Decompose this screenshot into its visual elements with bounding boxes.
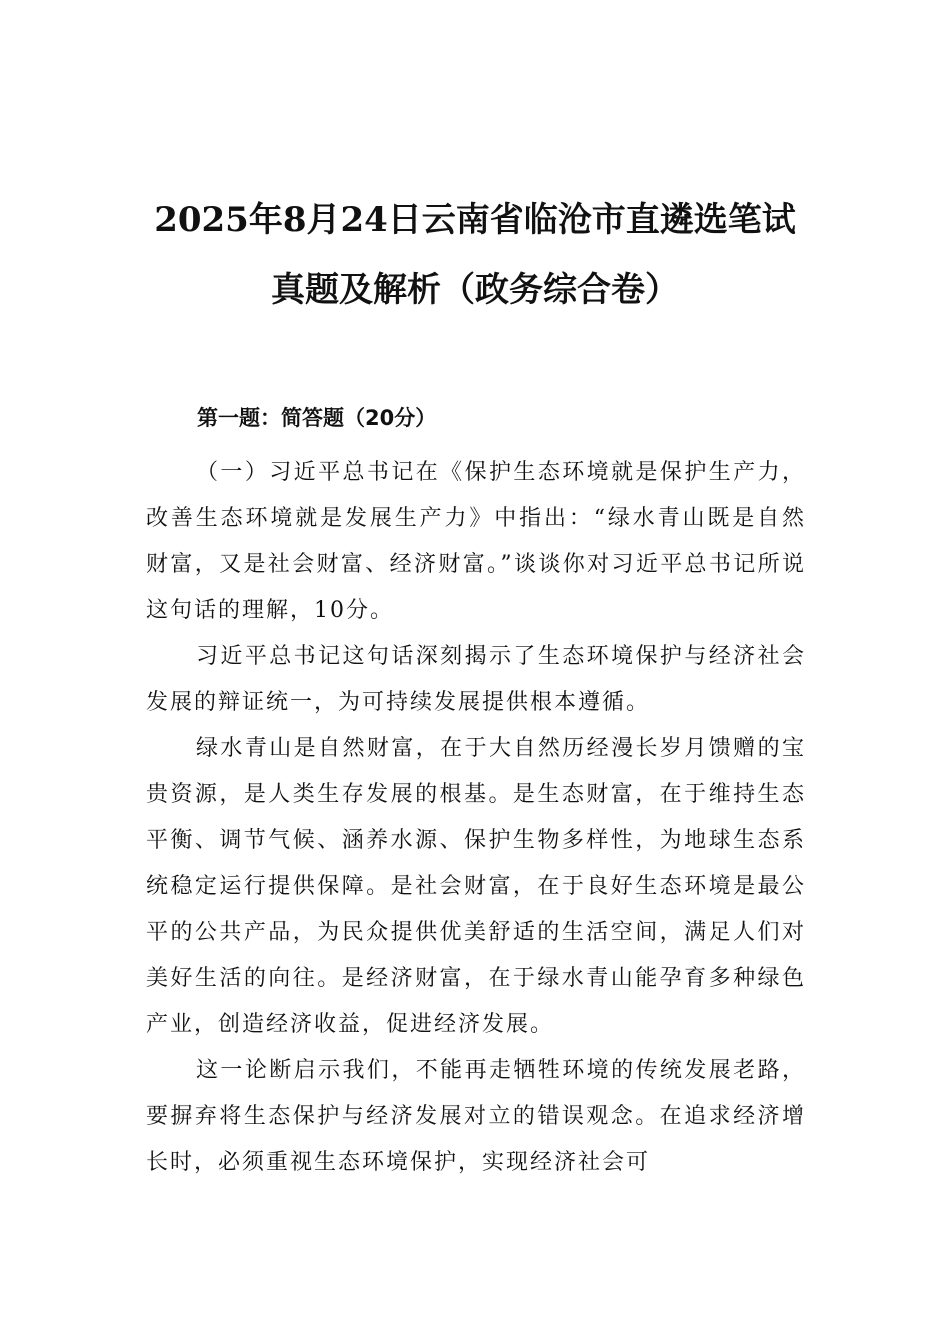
document-title-line-2: 真题及解析（政务综合卷） [271,270,679,310]
document-title-line-1: 2025年8月24日云南省临沧市直遴选笔试 [154,200,796,240]
paragraph-answer-implication: 这一论断启示我们，不能再走牺牲环境的传统发展老路，要摒弃将生态保护与经济发展对立的错误观念。在追求经济增长时，必须重视生态环境保护，实现经济社会可 [146,1058,806,1175]
section-heading: 第一题：简答题（20分） [197,406,437,430]
document-body [146,450,806,1186]
paragraph-question: （一）习近平总书记在《保护生态环境就是保护生产力，改善生态环境就是发展生产力》中指出：“绿水青山既是自然财富，又是社会财富、经济财富。”谈谈你对习近平总书记所说这句话的理解，10分。 [146,460,806,623]
paragraph-answer-intro: 习近平总书记这句话深刻揭示了生态环境保护与经济社会发展的辩证统一，为可持续发展提供根本遵循。 [146,644,806,715]
paragraph-answer-analysis: 绿水青山是自然财富，在于大自然历经漫长岁月馈赠的宝贵资源，是人类生存发展的根基。是生态财富，在于维持生态平衡、调节气候、涵养水源、保护生物多样性，为地球生态系统稳定运行提供保障。是社会财富，在于良好生态环境是最公平的公共产品，为民众提供优美舒适的生活空间，满足人们对美好生活的向往。是经济财富，在于绿水青山能孕育多种绿色产业，创造经济收益，促进经济发展。 [146,736,806,1037]
